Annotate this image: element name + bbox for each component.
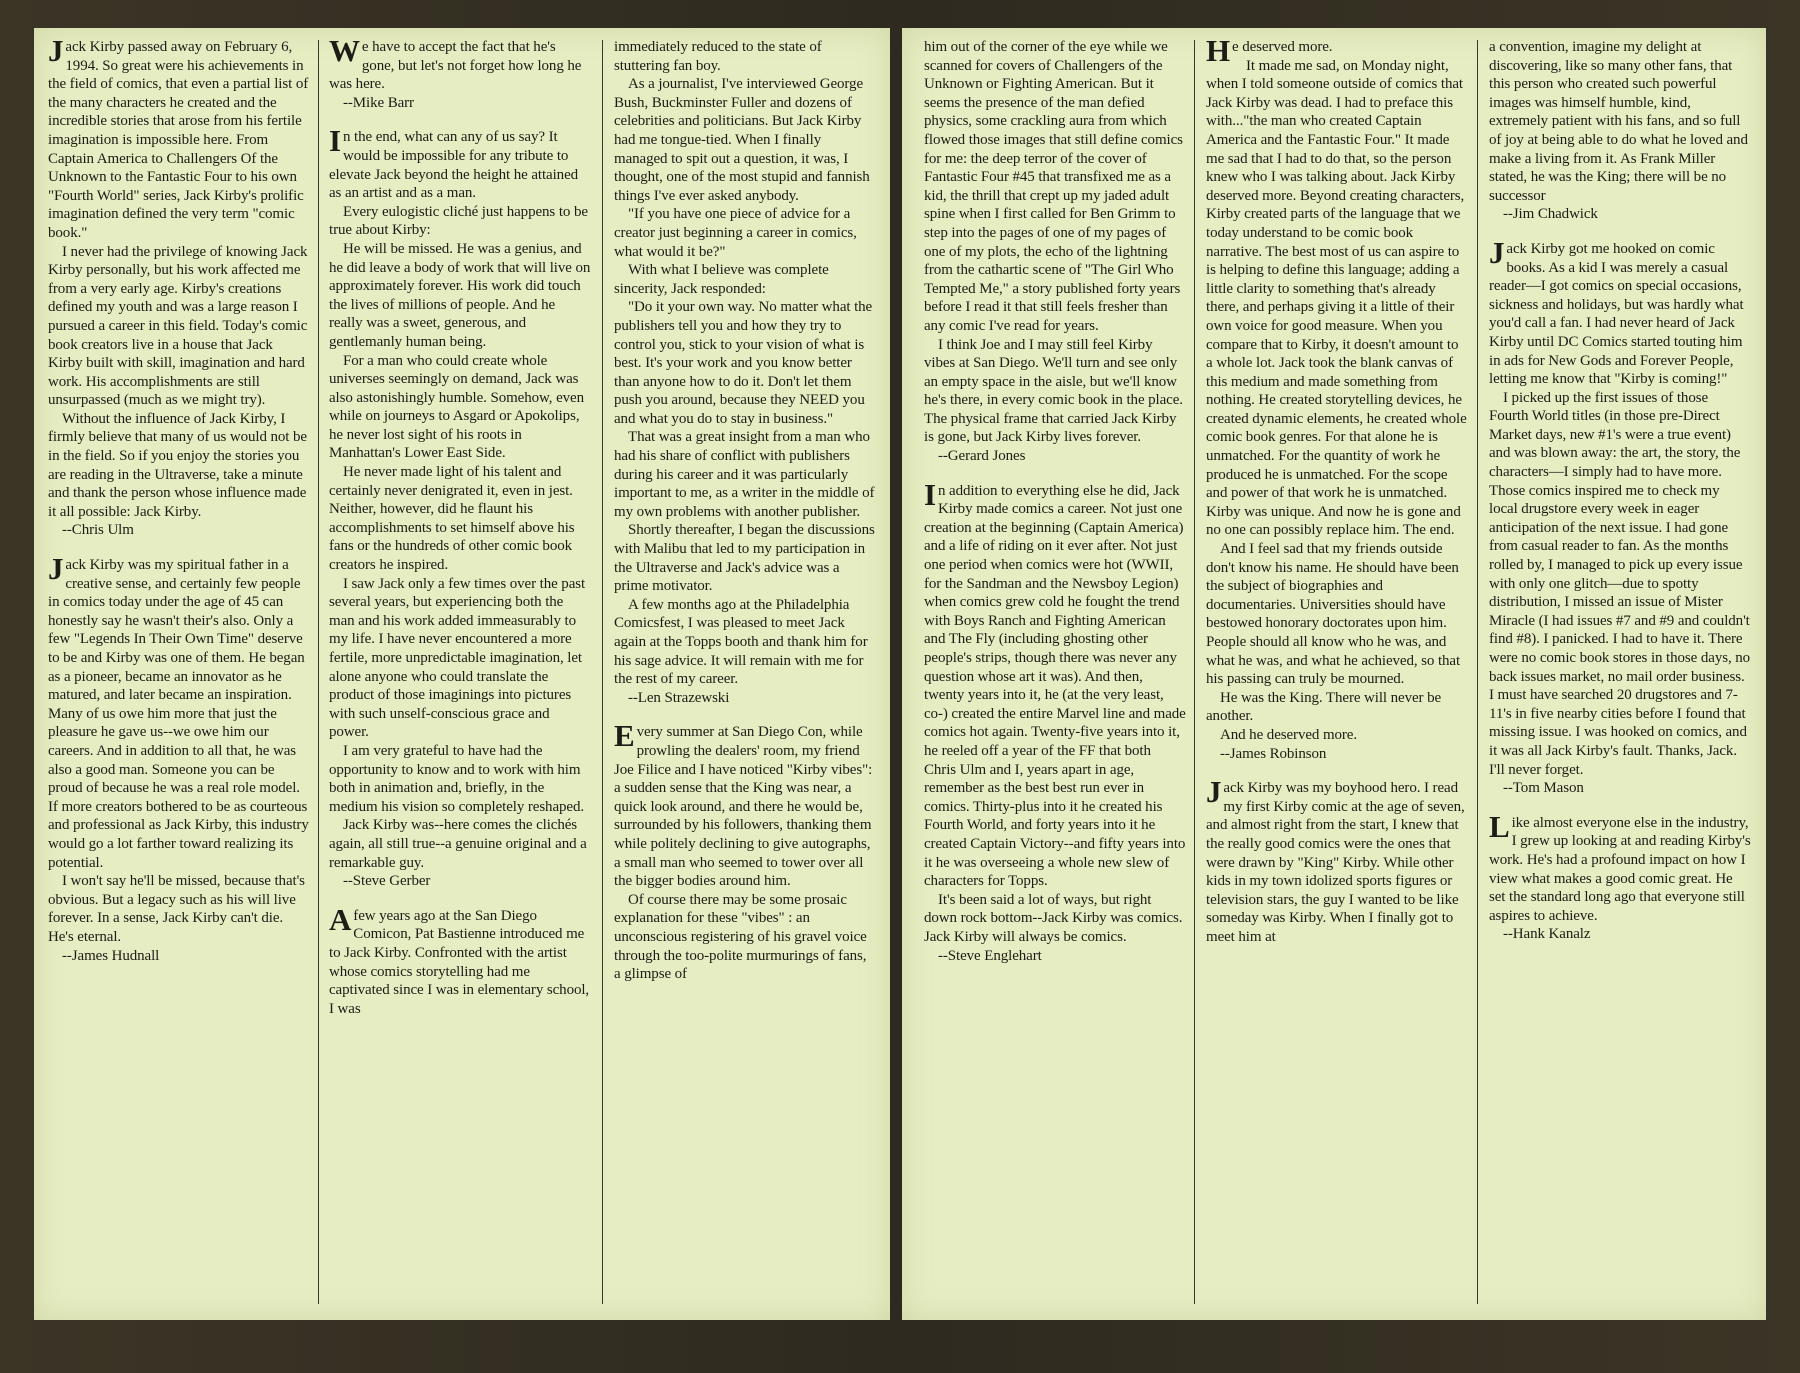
lead-text: ack Kirby passed away on February 6, 1994. So great were his achievements in the field of comics, that even a partial list of the many characters he created and the incredible stories that arose from his fertile imagination is impossible here. From Captain America to Challengers Of the Unknown to the Fantastic Four to his own "Fourth World" series, Jack Kirby's prolific imagination defined the very term "comic book." bbox=[48, 39, 309, 241]
tribute-paragraph: As a journalist, I've interviewed George Bush, Buckminster Fuller and dozens of celebrities and politicians. But Jack Kirby had me tongue-tied. When I finally managed to spit out a question, it was, I thought, one of the most stupid and fannish things I've ever asked anybody. bbox=[614, 76, 870, 204]
drop-cap: L bbox=[1489, 808, 1510, 844]
tribute-lead-paragraph bbox=[48, 38, 310, 243]
tribute-paragraph: He was the King. There will never be another. bbox=[1206, 689, 1442, 725]
tribute bbox=[1489, 38, 1751, 224]
author-signature: --Steve Englehart bbox=[938, 947, 1042, 964]
lead-text: n the end, what can any of us say? It would be impossible for any tribute to elevate Jack beyond the height he attained as an artist and as a man. bbox=[329, 129, 579, 202]
tribute bbox=[48, 551, 310, 965]
tribute bbox=[1489, 234, 1751, 798]
tribute-paragraph: I picked up the first issues of those Fourth World titles (in those pre-Direct Market days, new #1's were a true event) and was blown away: the art, the story, the characters—I simply had to have more. Those comics inspired me to check my local drugstore every week in eager anticipation of the next issue. I had gone from casual reader to fan. As the months rolled by, I managed to pick up every issue with only one glitch—due to spotty distribution, I missed an issue of Mister Miracle (I had issues #7 and #9 and couldn't find #8). I panicked. I had to have it. There were no comic book stores in those days, no back issues market, no mail order business. I must have searched 20 drugstores and 7-11's in five nearby cities before I found that missing issue. I was hooked on comics, and it was all Jack Kirby's fault. Thanks, Jack. I'll never forget. bbox=[1489, 389, 1751, 778]
right-page bbox=[902, 28, 1766, 1320]
drop-cap: I bbox=[329, 123, 341, 159]
tribute-paragraph: Jack Kirby was--here comes the clichés again, all still true--a genuine original and a remarkable guy. bbox=[329, 817, 587, 871]
tribute-paragraph: I won't say he'll be missed, because that's obvious. But a legacy such as his will live forever. In a sense, Jack Kirby can't die. He's eternal. bbox=[48, 873, 305, 945]
lead-text: ike almost everyone else in the industry, I grew up looking at and reading Kirby's work. He's had a profound impact on how I view what makes a good comic great. He set the standard long ago that everyone still aspires to achieve. bbox=[1489, 814, 1751, 924]
tribute-paragraph: Every eulogistic cliché just happens to be true about Kirby: bbox=[329, 203, 588, 239]
author-signature: --James Robinson bbox=[1220, 745, 1327, 762]
column-4 bbox=[924, 38, 1186, 1310]
tribute bbox=[329, 901, 591, 1019]
tribute bbox=[48, 38, 310, 540]
lead-text: very summer at San Diego Con, while prowling the dealers' room, my friend Joe Filice and I have noticed "Kirby vibes": a sudden sense that the King was near, a quick look around, and there he would be, surrounded by his followers, thanking them while politely declining to give autographs, a small man who seemed to tower over all the bigger bodies around him. bbox=[614, 724, 873, 890]
drop-cap: E bbox=[614, 718, 635, 754]
column-rule bbox=[602, 40, 603, 1304]
tribute-lead-paragraph bbox=[329, 123, 591, 202]
drop-cap: J bbox=[1206, 774, 1222, 810]
author-signature: --Hank Kanalz bbox=[1503, 926, 1591, 943]
drop-cap: W bbox=[329, 38, 360, 68]
tribute-lead-paragraph bbox=[48, 551, 310, 872]
tribute-paragraph: I never had the privilege of knowing Jack Kirby personally, but his work affected me from a very early age. Kirby's creations defined my youth and was a large reason I pursued a career in this field. Today's comic book creators live in a house that Jack Kirby built with skill, imagination and hard work. His accomplishments are still unsurpassed (much as we might try). bbox=[48, 243, 308, 409]
tribute bbox=[614, 38, 876, 707]
author-signature: --Jim Chadwick bbox=[1503, 206, 1598, 223]
author-signature: --Steve Gerber bbox=[343, 873, 431, 890]
tribute-paragraph: A few months ago at the Philadelphia Comicsfest, I was pleased to meet Jack again at the Topps booth and thank him for his sage advice. It will remain with me for the rest of my career. bbox=[614, 596, 868, 688]
column-rule bbox=[1194, 40, 1195, 1304]
tribute-paragraph: Without the influence of Jack Kirby, I firmly believe that many of us would not be in the field. So if you enjoy the stories you are reading in the Ultraverse, take a minute and thank the person whose influence made it all possible: Jack Kirby. bbox=[48, 410, 307, 520]
author-signature: --Gerard Jones bbox=[938, 448, 1026, 465]
drop-cap: J bbox=[48, 551, 64, 587]
left-page bbox=[34, 28, 890, 1320]
lead-text: few years ago at the San Diego Comicon, Pat Bastienne introduced me to Jack Kirby. Confronted with the artist whose comics storytelling had me captivated since I was in elementary school, I was bbox=[329, 907, 590, 1017]
column-5 bbox=[1206, 38, 1468, 1310]
lead-text: e deserved more. bbox=[1232, 39, 1333, 55]
tribute-lead-paragraph bbox=[1206, 38, 1468, 68]
tribute-paragraph: That was a great insight from a man who had his share of conflict with publishers during his career and it was particularly important to me, as a writer in the middle of my own problems with another publisher. bbox=[614, 429, 875, 520]
tribute-paragraph: I think Joe and I may still feel Kirby vibes at San Diego. We'll turn and see only an empty space in the aisle, but we'll know he's there, in every comic book in the place. The physical frame that carried Jack Kirby is gone, but Jack Kirby lives forever. bbox=[924, 336, 1183, 446]
tribute-paragraph: And I feel sad that my friends outside don't know his name. He should have been the subject of biographies and documentaries. Universities should have bestowed honorary doctorates upon him. People should all know who he was, and what he was, and what he achieved, so that his passing can truly be mourned. bbox=[1206, 541, 1461, 688]
tribute bbox=[329, 38, 591, 112]
lead-text: immediately reduced to the state of stuttering fan boy. bbox=[614, 39, 822, 74]
tribute-lead-paragraph bbox=[614, 718, 876, 890]
drop-cap: H bbox=[1206, 38, 1231, 68]
tribute-lead-paragraph bbox=[614, 38, 876, 75]
column-1 bbox=[48, 38, 310, 1310]
tribute-paragraph: I am very grateful to have had the opportunity to know and to work with him both in animation and, briefly, in the medium his vision so completely reshaped. bbox=[329, 742, 585, 815]
lead-text: ack Kirby got me hooked on comic books. As a kid I was merely a casual reader—I got comics on special occasions, sickness and holidays, but was hardly what you'd call a fan. I had never heard of Jack Kirby until DC Comics started touting him in ads for New Gods and Forever People, letting me know that "Kirby is coming!" bbox=[1489, 240, 1744, 388]
column-rule bbox=[1477, 40, 1478, 1304]
tribute-paragraph: Shortly thereafter, I began the discussions with Malibu that led to my participation in the Ultraverse and Jack's advice was a prime motivator. bbox=[614, 522, 875, 595]
author-signature: --Mike Barr bbox=[343, 94, 414, 111]
lead-text: a convention, imagine my delight at discovering, like so many other fans, that this person who created such powerful images was himself humble, kind, extremely patient with his fans, and so full of joy at being able to do what he loved and make a living from it. As Frank Miller stated, he was the King; there will be no successor bbox=[1489, 39, 1748, 204]
tribute bbox=[924, 476, 1186, 965]
tribute bbox=[329, 123, 591, 890]
tribute bbox=[1489, 808, 1751, 944]
tribute-paragraph: It's been said a lot of ways, but right down rock bottom--Jack Kirby was comics. Jack Kirby will always be comics. bbox=[924, 891, 1183, 945]
author-signature: --James Hudnall bbox=[62, 947, 160, 964]
tribute-paragraph: With what I believe was complete sincerity, Jack responded: bbox=[614, 262, 829, 297]
column-6 bbox=[1489, 38, 1751, 1310]
lead-text: ack Kirby was my spiritual father in a creative sense, and certainly few people in comics today under the age of 45 can honestly say he wasn't their's also. Only a few "Legends In Their Own Time" deserve to be and Kirby was one of them. He began as a pioneer, became an innovator as he matured, and later became an inspiration. Many of us owe him more that just the pleasure he gave us--we owe him our careers. And in addition to all that, he was also a good man. Someone you can be proud of because he was a real role model. If more creators bothered to be as courteous and professional as Jack Kirby, this industry would go a lot farther toward realizing its potential. bbox=[48, 557, 309, 871]
author-signature: --Len Strazewski bbox=[628, 689, 730, 706]
tribute-lead-paragraph bbox=[1206, 774, 1468, 946]
drop-cap: J bbox=[48, 38, 64, 68]
tribute-lead-paragraph bbox=[924, 476, 1186, 891]
tribute-lead-paragraph bbox=[1489, 234, 1751, 389]
tribute-paragraph: "Do it your own way. No matter what the publishers tell you and how they try to control you, stick to your vision of what is best. It's your work and you know better than anyone how to do it. Don't let them push you around, because they NEED you and what you do to stay in business." bbox=[614, 299, 873, 427]
drop-cap: A bbox=[329, 901, 352, 937]
tribute-paragraph: "If you have one piece of advice for a creator just beginning a career in comics, what would it be?" bbox=[614, 206, 857, 260]
tribute bbox=[614, 718, 876, 983]
tribute-paragraph: It made me sad, on Monday night, when I told someone outside of comics that Jack Kirby was dead. I had to preface this with..."the man who created Captain America and the Fantastic Four." It made me sad that I had to do that, so the person knew who I was talking about. Jack Kirby deserved more. Beyond creating characters, Kirby created parts of the language that we today understand to be comic book narrative. The best most of us can aspire to is helping to define this language; adding a little clarity to something that's already there, and perhaps giving it a little of their own voice for good measure. When you compare that to Kirby, it doesn't amount to a whole lot. Jack took the blank canvas of this medium and made something from nothing. He created storytelling devices, he created dynamic elements, he created whole comic book genres. For that alone he is unmatched. For the quantity of work he produced he is unmatched. For the scope and power of that work he is unmatched. Kirby was unique. And now he is gone and no one can possibly replace him. The end. bbox=[1206, 57, 1467, 539]
tribute-lead-paragraph bbox=[1489, 38, 1751, 205]
author-signature: --Chris Ulm bbox=[62, 522, 134, 539]
drop-cap: I bbox=[924, 476, 936, 512]
author-signature: --Tom Mason bbox=[1503, 780, 1584, 797]
tribute-paragraph: Of course there may be some prosaic explanation for these "vibes" : an unconscious registering of his gravel voice through the too-polite murmurings of fans, a glimpse of bbox=[614, 891, 867, 983]
tribute-lead-paragraph bbox=[1489, 808, 1751, 926]
tribute-lead-paragraph bbox=[329, 38, 591, 94]
lead-text: him out of the corner of the eye while we scanned for covers of Challengers of the Unknown or Fighting American. But it seems the presence of the man defied physics, some crackling aura from which flowed those images that still define comics for me: the deep terror of the cover of Fantastic Four #45 that transfixed me as a kid, the thrill that crept up my jaded adult spine when I first called for Ben Grimm to step into the pages of one of my pages of one of my plots, the echo of the lightning from the cathartic scene of "The Girl Who Tempted Me," a story published forty years before I read it that still feels fresher than any comic I've read for years. bbox=[924, 39, 1183, 334]
lead-text: ack Kirby was my boyhood hero. I read my first Kirby comic at the age of seven, and almost right from the start, I knew that the really good comics were the ones that were drawn by "King" Kirby. While other kids in my town idolized sports figures or television stars, the guy I wanted to be like someday was Kirby. When I finally got to meet him at bbox=[1206, 780, 1465, 945]
tribute-lead-paragraph bbox=[329, 901, 591, 1019]
tribute-paragraph: And he deserved more. bbox=[1220, 726, 1358, 743]
tribute bbox=[924, 38, 1186, 466]
tribute-paragraph: He will be missed. He was a genius, and he did leave a body of work that will live on approximately forever. His work did touch the lives of millions of people. And he really was a sweet, generous, and gentlemanly human being. bbox=[329, 240, 591, 350]
tribute bbox=[1206, 38, 1468, 763]
lead-text: n addition to everything else he did, Jack Kirby made comics a career. Not just one creation at the beginning (Captain America) and a life of riding on it ever after. Not just one period when comics were hot (WWII, for the Sandman and the Newsboy Legion) when comics grew cold he fought the trend with Boys Ranch and Fighting American and The Fly (including ghosting other people's strips, though there was never any question whose art it was). And then, twenty years into it, he (at the very least, co-) created the entire Marvel line and made comics hot again. Twenty-five years into it, he reeled off a year of the FF that both Chris Ulm and I, years apart in age, remember as the best best run ever in comics. Thirty-plus into it he created his Fourth World, and forty years into it he created Captain Victory--and fifty years into it he was overseeing a whole new slew of characters for Topps. bbox=[924, 482, 1186, 890]
tribute-paragraph: He never made light of his talent and certainly never denigrated it, even in jest. Neither, however, did he flaunt his accomplishments to set himself above his fans or the hundreds of other comic book creators he inspired. bbox=[329, 464, 575, 574]
lead-text: e have to accept the fact that he's gone, but let's not forget how long he was here. bbox=[329, 39, 582, 93]
tribute-paragraph: For a man who could create whole universes seemingly on demand, Jack was also astonishingly humble. Somehow, even while on journeys to Asgard or Apokolips, he never lost sight of his roots in Manhattan's Lower East Side. bbox=[329, 352, 584, 462]
tribute-lead-paragraph bbox=[924, 38, 1186, 336]
column-3 bbox=[614, 38, 876, 1310]
column-rule bbox=[318, 40, 319, 1304]
tribute bbox=[1206, 774, 1468, 946]
tribute-paragraph: I saw Jack only a few times over the past several years, but experiencing both the man and his work added immeasurably to my life. I have never encountered a more fertile, more unpredictable imagination, let alone anyone who could translate the product of those imaginings into pictures with such unself-conscious grace and power. bbox=[329, 575, 586, 741]
column-2 bbox=[329, 38, 591, 1310]
drop-cap: J bbox=[1489, 234, 1505, 270]
